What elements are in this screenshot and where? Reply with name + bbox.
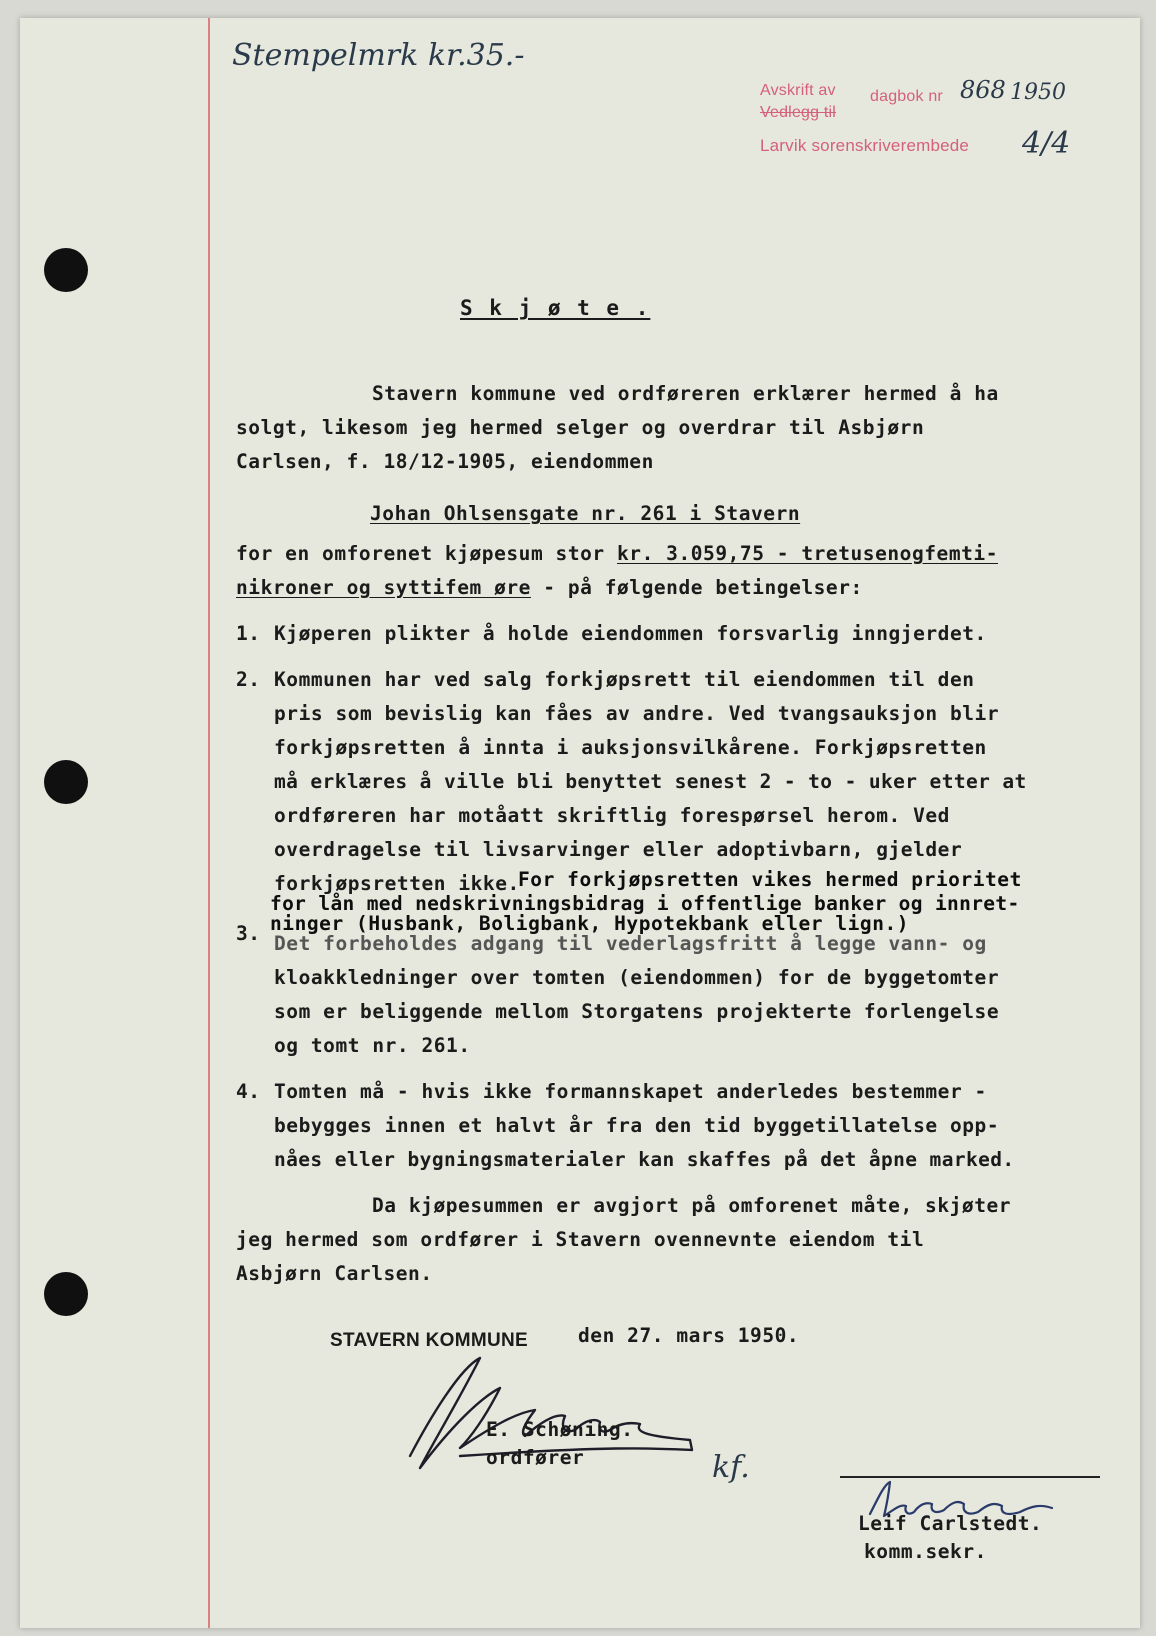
condition-line: og tomt nr. 261. [274, 1034, 471, 1057]
condition-line: må erklæres å ville bli benyttet senest 2 - to - uker etter at [274, 770, 1027, 793]
margin-line [208, 18, 210, 1628]
condition-line: Tomten må - hvis ikke formannskapet anderledes bestemmer - [274, 1080, 987, 1103]
condition-insert-line: ninger (Husbank, Boligbank, Hypotekbank eller lign.) [270, 912, 910, 935]
condition-number: 1. [236, 622, 261, 645]
condition-insert-line: For forkjøpsretten vikes hermed prioritet [518, 868, 1022, 891]
stamp-journal-number: 868 [960, 76, 1006, 104]
condition-line: bebygges innen et halvt år fra den tid byggetillatelse opp- [274, 1114, 1000, 1137]
condition-line: nåes eller bygningsmaterialer kan skaffes på det åpne marked. [274, 1148, 1015, 1171]
stamp-year: 1950 [1010, 80, 1066, 105]
secretary-name: Leif Carlstedt. [858, 1512, 1043, 1535]
secretary-title: komm.sekr. [864, 1540, 987, 1563]
condition-line: kloakkledninger over tomten (eiendommen) for de byggetomter [274, 966, 1000, 989]
stamp-attachment: Vedlegg til [760, 104, 837, 121]
price-suffix: - på følgende betingelser: [543, 576, 863, 599]
condition-line: Kjøperen plikter å holde eiendommen forsvarlig inngjerdet. [274, 622, 987, 645]
condition-number: 4. [236, 1080, 261, 1103]
condition-line: Kommunen har ved salg forkjøpsrett til eiendommen til den [274, 668, 975, 691]
punch-hole [44, 1272, 88, 1316]
closing-line: Da kjøpesummen er avgjort på omforenet måte, skjøter [372, 1194, 1012, 1217]
price-prefix: for en omforenet kjøpesum stor [236, 542, 605, 565]
mayor-name: E. Schøning. [486, 1418, 634, 1441]
condition-line: forkjøpsretten å innta i auksjonsvilkårene. Forkjøpsretten [274, 736, 987, 759]
stamp-court-office: Larvik sorenskriverembede [760, 136, 970, 155]
price-amount: kr. 3.059,75 - tretusenogfemti- [617, 542, 998, 565]
condition-number: 3. [236, 922, 261, 945]
mayor-title: ordfører [486, 1446, 585, 1469]
condition-line: ordføreren har motåatt skriftlig forespørsel herom. Ved [274, 804, 950, 827]
price-amount-words: nikroner og syttifem øre [236, 576, 531, 599]
condition-line: forkjøpsretten ikke. [274, 872, 520, 895]
handwritten-initials: kf. [712, 1450, 750, 1485]
place-date: den 27. mars 1950. [578, 1324, 800, 1347]
punch-hole [44, 248, 88, 292]
closing-line: jeg hermed som ordfører i Stavern ovennevnte eiendom til [236, 1228, 925, 1251]
stamp-journal-label: dagbok nr [870, 88, 943, 105]
condition-line: som er beliggende mellom Storgatens projekterte forlengelse [274, 1000, 1000, 1023]
condition-line: pris som bevislig kan fåes av andre. Ved tvangsauksjon blir [274, 702, 1000, 725]
condition-insert-line: for lån med nedskrivningsbidrag i offentlige banker og innret- [270, 892, 1020, 915]
intro-line: solgt, likesom jeg hermed selger og overdrar til Asbjørn [236, 416, 925, 439]
condition-line: overdragelse til livsarvinger eller adoptivbarn, gjelder [274, 838, 963, 861]
price-line [236, 576, 863, 599]
condition-line: Det forbeholdes adgang til vederlagsfritt å legge vann- og [274, 932, 987, 955]
document-title: S k j ø t e . [460, 296, 651, 320]
municipality-stamp: STAVERN KOMMUNE [330, 1330, 529, 1351]
punch-hole [44, 760, 88, 804]
intro-line: Carlsen, f. 18/12-1905, eiendommen [236, 450, 654, 473]
closing-line: Asbjørn Carlsen. [236, 1262, 433, 1285]
price-line [236, 542, 998, 565]
document-page [20, 18, 1140, 1628]
handwritten-stamp-fee: Stempelmrk kr.35.- [232, 38, 525, 73]
stamp-copy-of: Avskrift av [760, 82, 836, 99]
intro-line: Stavern kommune ved ordføreren erklærer hermed å ha [372, 382, 999, 405]
handwritten-date-mark: 4/4 [1022, 126, 1071, 161]
property-address: Johan Ohlsensgate nr. 261 i Stavern [370, 502, 801, 525]
condition-number: 2. [236, 668, 261, 691]
